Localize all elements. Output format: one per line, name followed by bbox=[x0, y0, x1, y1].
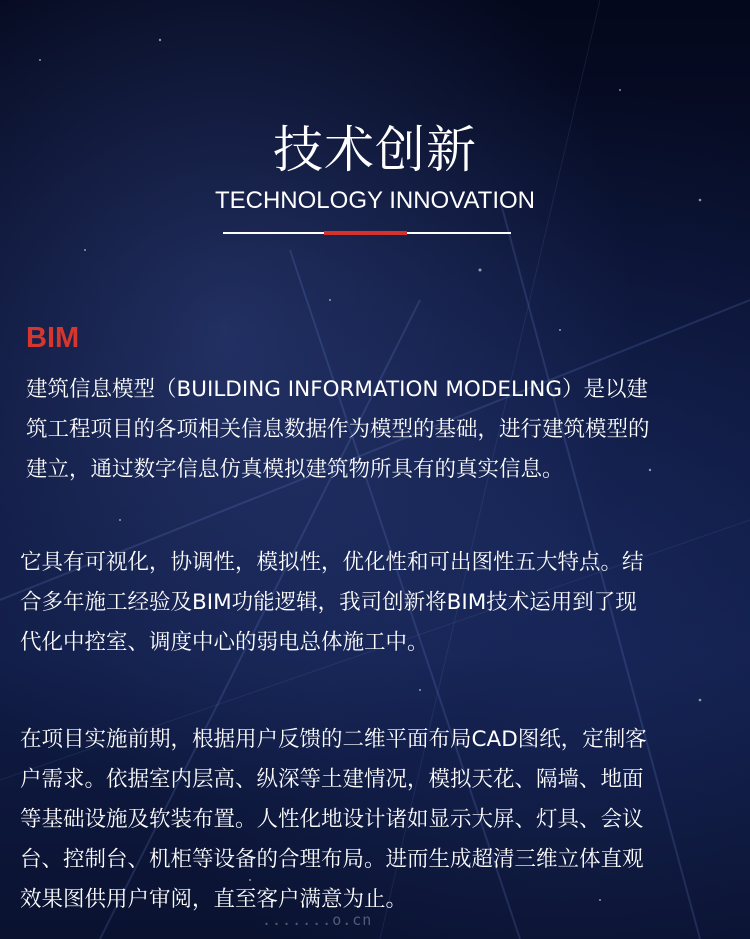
paragraph-line: 在项目实施前期，根据用户反馈的二维平面布局CAD图纸，定制客 bbox=[20, 727, 647, 752]
page-subtitle: TECHNOLOGY INNOVATION bbox=[214, 187, 536, 214]
paragraph-line: 合多年施工经验及BIM功能逻辑，我司创新将BIM技术运用到了现 bbox=[20, 590, 637, 615]
page-title: 技术创新 bbox=[273, 121, 477, 179]
paragraph-line: 等基础设施及软装布置。人性化地设计诸如显示大屏、灯具、会议 bbox=[20, 807, 644, 832]
paragraph-line: 它具有可视化，协调性，模拟性，优化性和可出图性五大特点。结 bbox=[20, 550, 644, 575]
watermark: .......o.cn bbox=[262, 911, 373, 929]
paragraph-line: 代化中控室、调度中心的弱电总体施工中。 bbox=[20, 630, 429, 655]
paragraph-line: 建筑信息模型（BUILDING INFORMATION MODELING）是以建 bbox=[26, 377, 649, 402]
divider-accent bbox=[324, 231, 407, 235]
paragraph-bim-features bbox=[20, 543, 644, 663]
paragraph-line: 效果图供用户审阅，直至客户满意为止。 bbox=[20, 887, 408, 912]
paragraph-bim-definition bbox=[26, 370, 650, 490]
title-divider bbox=[223, 232, 511, 234]
page-header bbox=[0, 118, 750, 216]
paragraph-line: 户需求。依据室内层高、纵深等土建情况，模拟天花、隔墙、地面 bbox=[20, 767, 644, 792]
section-heading: BIM bbox=[26, 322, 80, 354]
paragraph-bim-process bbox=[20, 720, 647, 920]
paragraph-line: 筑工程项目的各项相关信息数据作为模型的基础，进行建筑模型的 bbox=[26, 417, 650, 442]
paragraph-line: 建立，通过数字信息仿真模拟建筑物所具有的真实信息。 bbox=[26, 457, 564, 482]
paragraph-line: 台、控制台、机柜等设备的合理布局。进而生成超清三维立体直观 bbox=[20, 847, 644, 872]
